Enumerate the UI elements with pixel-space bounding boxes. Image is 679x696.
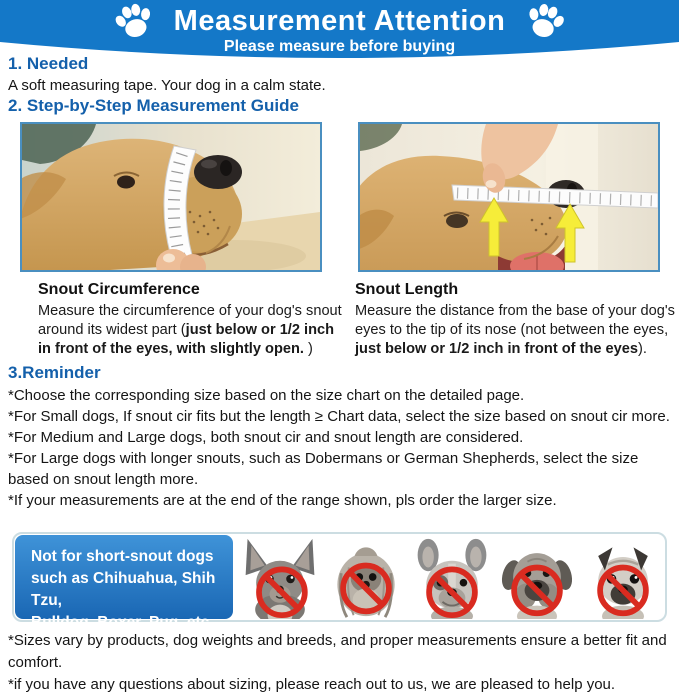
caption-text: ) [303,341,313,357]
warning-text-box [15,535,233,631]
footnotes [8,630,676,696]
caption-body [38,302,346,359]
no-boxer-icon [497,535,577,619]
snout-circumference-caption [38,280,346,359]
warning-line: such as Chihuahua, Shih Tzu, [31,570,216,609]
caption-text-bold: just below or 1/2 inch in front of the eyes [355,341,638,357]
reminder-item: *For Medium and Large dogs, both snout cir and snout length are considered. [8,429,524,446]
measurement-photos [20,122,660,272]
no-french-bulldog-icon [412,535,492,619]
no-shih-tzu-icon [326,535,406,619]
caption-title: Snout Length [355,281,459,298]
caption-body [355,302,677,359]
reminder-item: *If your measurements are at the end of the range shown, pls order the larger size. [8,492,557,509]
header-banner [0,0,679,62]
no-pug-icon [583,535,663,619]
dog-snout-length-photo [358,122,660,272]
warning-line: Bulldog, Boxer, Pug, etc. [31,614,214,631]
step-captions [38,280,677,359]
footnote-line: *Sizes vary by products, dog weights and breeds, and proper measurements ensure a better fit and comfort. [8,632,667,671]
snout-length-caption [355,280,677,359]
reminder-list [8,385,672,511]
not-for-short-snout-banner [12,532,667,631]
caption-title: Snout Circumference [38,281,200,298]
footnote-line: *if you have any questions about sizing, please reach out to us, we are pleased to help you. [8,676,616,693]
prohibited-dogs-row [240,535,663,619]
section-heading-needed: 1. Needed [8,54,89,73]
caption-text: ). [638,341,647,357]
page-title: Measurement Attention [173,5,506,37]
reminder-item: *Choose the corresponding size based on the size chart on the detailed page. [8,387,525,404]
section-heading-guide: 2. Step-by-Step Measurement Guide [8,96,299,115]
page-subtitle: Please measure before buying [223,38,456,55]
no-chihuahua-icon [240,535,320,619]
caption-text: Measure the distance from the base of your dog's eyes to the tip of its nose (not between the eyes, [355,303,675,338]
dog-snout-circumference-photo [20,122,322,272]
caption-text: Measure the circumference of your dog's snout around its widest part ( [38,303,342,338]
warning-line: Not for short-snout dogs [31,548,214,565]
reminder-item: *For Large dogs with longer snouts, such as Dobermans or German Shepherds, select the size based on snout length more. [8,450,639,488]
needed-body-text: A soft measuring tape. Your dog in a calm state. [8,77,326,94]
reminder-item: *For Small dogs, If snout cir fits but the length ≥ Chart data, select the size based on snout cir more. [8,408,670,425]
section-heading-reminder: 3.Reminder [8,363,101,382]
caption-text-bold: just below or 1/2 inch in front of the eyes, with slightly open. [38,322,335,357]
